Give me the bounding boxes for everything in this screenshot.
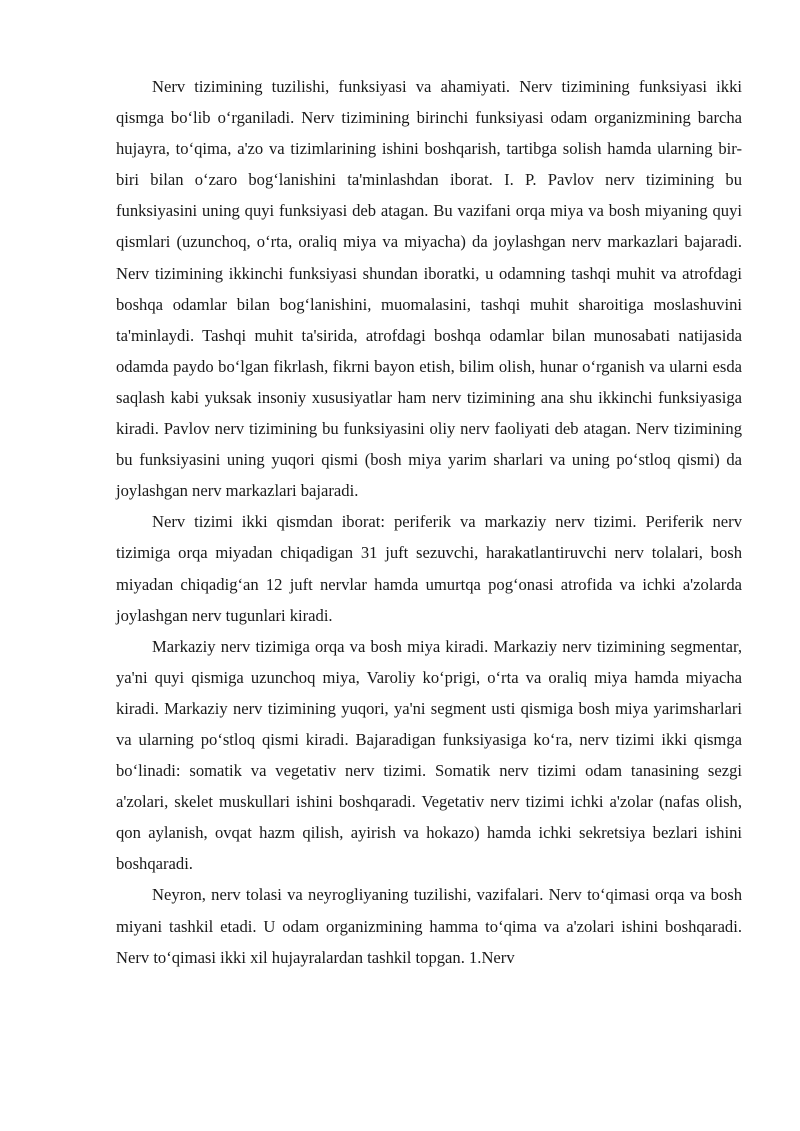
paragraph-neuron-structure: Neyron, nerv tolasi va neyrogliyaning tuzilishi, vazifalari. Nerv to‘qimasi orqa va bosh miyani tashkil etadi. U odam organizmining hamma to‘qima va a'zolari ishini boshqaradi. Nerv to‘qimasi ikki xil hujayralardan tashkil topgan. 1.Nerv [116, 885, 742, 967]
paragraph-nervous-system-functions: Nerv tizimining tuzilishi, funksiyasi va ahamiyati. Nerv tizimining funksiyasi ikki qismga bo‘lib o‘rganiladi. Nerv tizimining birinchi funksiyasi odam organizmining barcha hujayra, to‘qima, a'zo va tizimlarining ishini boshqarish, tartibga solish hamda ularning bir-biri bilan o‘zaro bog‘lanishini ta'minlashdan iborat. I. P. Pavlov nerv tizimining bu funksiyasini uning quyi funksiyasi deb atagan. Bu vazifani orqa miya va bosh miyaning quyi qismlari (uzunchoq, o‘rta, oraliq miya va miyacha) da joylashgan nerv markazlari bajaradi. Nerv tizimining ikkinchi funksiyasi shundan iboratki, u odamning tashqi muhit va atrofdagi boshqa odamlar bilan bog‘lanishini, muomalasini, tashqi muhit sharoitiga moslashuvini ta'minlaydi. Tashqi muhit ta'sirida, atrofdagi boshqa odamlar bilan munosabati natijasida odamda paydo bo‘lgan fikrlash, fikrni bayon etish, bilim olish, hunar o‘rganish va ularni esda saqlash kabi yuksak insoniy xususiyatlar ham nerv tizimining ana shu ikkinchi funksiyasiga kiradi. Pavlov nerv tizimining bu funksiyasini oliy nerv faoliyati deb atagan. Nerv tizimining bu funksiyasini uning yuqori qismi (bosh miya yarim sharlari va uning po‘stloq qismi) da joylashgan nerv markazlari bajaradi. [116, 77, 742, 501]
document-body [116, 71, 742, 973]
paragraph-nervous-system-parts: Nerv tizimi ikki qismdan iborat: periferik va markaziy nerv tizimi. Periferik nerv tizimiga orqa miyadan chiqadigan 31 juft sezuvchi, harakatlantiruvchi nerv tolalari, bosh miyadan chiqadig‘an 12 juft nervlar hamda umurtqa pog‘onasi atrofida va ichki a'zolarda joylashgan nerv tugunlari kiradi. [116, 512, 742, 625]
paragraph-central-nervous-system: Markaziy nerv tizimiga orqa va bosh miya kiradi. Markaziy nerv tizimining segmentar, ya'ni quyi qismiga uzunchoq miya, Varoliy ko‘prigi, o‘rta va oraliq miya hamda miyacha kiradi. Markaziy nerv tizimining yuqori, ya'ni segment usti qismiga bosh miya yarimsharlari va ularning po‘stloq qismi kiradi. Bajaradigan funksiyasiga ko‘ra, nerv tizimi ikki qismga bo‘linadi: somatik va vegetativ nerv tizimi. Somatik nerv tizimi odam tanasining sezgi a'zolari, skelet muskullari ishini boshqaradi. Vegetativ nerv tizimi ichki a'zolar (nafas olish, qon aylanish, ovqat hazm qilish, ayirish va hokazo) hamda ichki sekretsiya bezlari ishini boshqaradi. [116, 636, 742, 874]
